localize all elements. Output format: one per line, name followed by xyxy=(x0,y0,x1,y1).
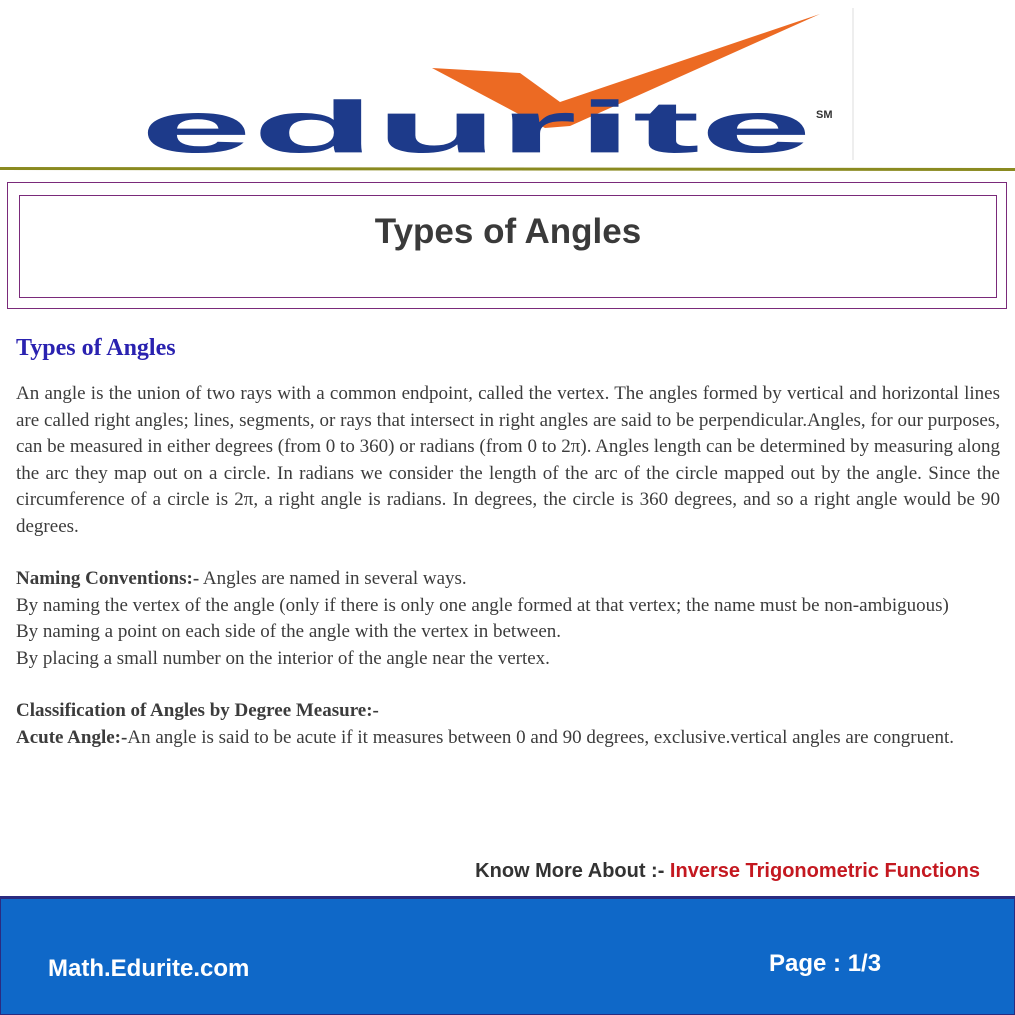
list-item: By naming a point on each side of the angle with the vertex in between. xyxy=(16,621,562,642)
naming-label: Naming Conventions:- xyxy=(16,568,200,589)
naming-text: Angles are named in several ways. xyxy=(199,568,467,589)
title-box xyxy=(7,182,1007,309)
logo-service-mark: SM xyxy=(816,109,833,121)
article-body xyxy=(16,332,1000,751)
title-box-inner xyxy=(19,195,997,298)
list-item: By placing a small number on the interior of the angle near the vertex. xyxy=(16,647,550,669)
acute-angle-paragraph xyxy=(16,725,1000,752)
know-more-label: Know More About :- xyxy=(475,860,665,882)
list-item: By naming the vertex of the angle (only if there is only one angle formed at that vertex; the name must be non-ambiguous) xyxy=(16,594,949,616)
section-heading: Types of Angles xyxy=(16,335,176,361)
page-number: Page : 1/3 xyxy=(769,950,882,977)
naming-conventions xyxy=(16,566,1000,593)
footer-bar xyxy=(0,896,1015,1015)
know-more-line xyxy=(0,860,980,883)
footer-site-link[interactable]: Math.Edurite.com xyxy=(48,955,250,982)
logo-wordmark: edurite xyxy=(140,85,812,164)
page-title: Types of Angles xyxy=(374,212,642,251)
header xyxy=(0,0,1015,165)
edurite-logo xyxy=(140,6,860,164)
know-more-link[interactable]: Inverse Trigonometric Functions xyxy=(664,860,980,882)
acute-label: Acute Angle:- xyxy=(16,726,128,748)
classification-heading: Classification of Angles by Degree Measure:- xyxy=(16,700,379,721)
header-divider xyxy=(0,165,1015,173)
intro-paragraph: An angle is the union of two rays with a common endpoint, called the vertex. The angles formed by vertical and horizontal lines are called right angles; lines, segments, or rays that intersect in right angles are said to be perpendicular.Angles, for our purposes, can be measured in either degrees (from 0 to 360) or radians (from 0 to 2π). Angles length can be determined by measuring along the arc they map out on a circle. In radians we consider the length of the arc of the circle mapped out by the angle. Since the circumference of a circle is 2π, a right angle is radians. In degrees, the circle is 360 degrees, and so a right angle would be 90 degrees. xyxy=(16,383,1000,537)
acute-text: An angle is said to be acute if it measures between 0 and 90 degrees, exclusive.vertical angles are congruent. xyxy=(127,726,955,748)
